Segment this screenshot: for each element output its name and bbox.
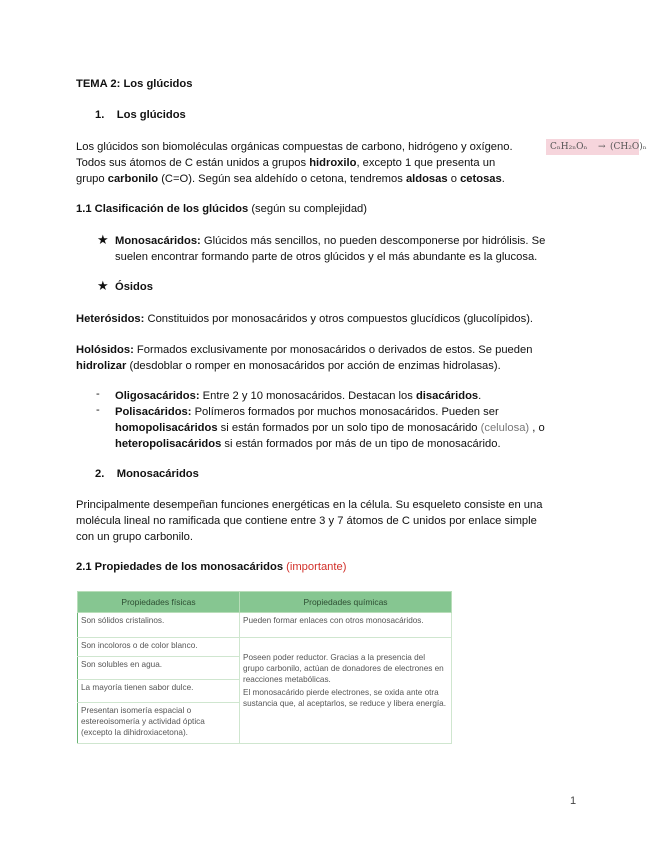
section-title: Los glúcidos: [116, 109, 186, 121]
properties-table: [77, 591, 452, 744]
heterosidos-paragraph: Heterósidos: Constituidos por monosacáridos y otros compuestos glucídicos (glucolípidos).: [76, 313, 534, 325]
formula-right: (CH₂O)ₙ: [610, 142, 647, 152]
intro-line-3: grupo carbonilo (C=O). Según sea aldehído o cetona, tendremos aldosas o cetosas.: [76, 173, 505, 185]
table-row: [78, 638, 452, 657]
section-number: 1.: [95, 109, 105, 121]
formula-highlight: [546, 139, 647, 155]
properties-heading: 2.1 Propiedades de los monosacáridos (importante): [76, 561, 347, 573]
dash-bullet: -: [96, 404, 100, 416]
table-cell: Pueden formar enlaces con otros monosacáridos.: [240, 613, 452, 638]
monosacaridos-paragraph: Principalmente desempeñan funciones energéticas en la célula. Su esqueleto consiste en una molécula lineal no ramificada que contiene entre 3 y 7 átomos de C unidos por enlace simple con un grupo carbonilo.: [76, 499, 543, 543]
section-2-heading: [95, 466, 199, 482]
intro-line-2: Todos sus átomos de C están unidos a grupos hidroxilo, excepto 1 que presenta un: [76, 157, 496, 169]
table-row: [78, 613, 452, 638]
section-1-heading: [95, 107, 186, 123]
page-title: TEMA 2: Los glúcidos: [76, 78, 193, 90]
table-cell: Son sólidos cristalinos.: [78, 613, 240, 638]
monosacaridos-bullet: Monosacáridos: Glúcidos más sencillos, no pueden descomponerse por hidrólisis. Se suelen encontrar formando parte de otros glúcidos y el más abundante es la glucosa.: [115, 235, 546, 263]
table-header: Propiedades físicas: [78, 592, 240, 613]
table-cell: Presentan isomería espacial o estereoisomería y actividad óptica (excepto la dihidroxiacetona).: [78, 703, 240, 744]
intro-line-1: Los glúcidos son biomoléculas orgánicas compuestas de carbono, hidrógeno y oxígeno.: [76, 141, 513, 153]
star-bullet-icon: ★: [97, 232, 109, 247]
intro-paragraph: [76, 139, 513, 187]
table-cell: Son solubles en agua.: [78, 657, 240, 680]
osidos-bullet: Ósidos: [115, 281, 153, 293]
formula-left: CₙH₂ₙOₙ: [550, 142, 588, 152]
table-cell: [240, 638, 452, 744]
page-number: 1: [570, 795, 577, 807]
table-header: Propiedades químicas: [240, 592, 452, 613]
chemical-property-text: Poseen poder reductor. Gracias a la presencia del grupo carbonilo, actúan de donadores de electrones en reacciones metabólicas.: [243, 653, 444, 684]
chemical-property-text: El monosacárido pierde electrones, se oxida ante otra sustancia que, al aceptarlos, se reduce y libera energía.: [243, 688, 446, 708]
polisacaridos-item: Polisacáridos: Polímeros formados por muchos monosacáridos. Pueden ser homopolisacáridos si están formados por un solo tipo de monosacárido (celulosa) , o heteropolisacáridos si están formados por más de un tipo de monosacárido.: [115, 406, 545, 450]
classification-heading: 1.1 Clasificación de los glúcidos (según su complejidad): [76, 203, 367, 215]
star-bullet-icon: ★: [97, 278, 109, 293]
section-number: 2.: [95, 468, 105, 480]
arrow-icon: →: [598, 142, 606, 152]
dash-bullet: -: [96, 388, 100, 400]
table-header-row: [78, 592, 452, 613]
oligosacaridos-item: Oligosacáridos: Entre 2 y 10 monosacáridos. Destacan los disacáridos.: [115, 390, 482, 402]
table-cell: La mayoría tienen sabor dulce.: [78, 680, 240, 703]
section-title: Monosacáridos: [116, 468, 199, 480]
table-cell: Son incoloros o de color blanco.: [78, 638, 240, 657]
holosidos-paragraph: Holósidos: Formados exclusivamente por monosacáridos o derivados de estos. Se pueden hidrolizar (desdoblar o romper en monosacáridos por acción de enzimas hidrolasas).: [76, 344, 533, 372]
